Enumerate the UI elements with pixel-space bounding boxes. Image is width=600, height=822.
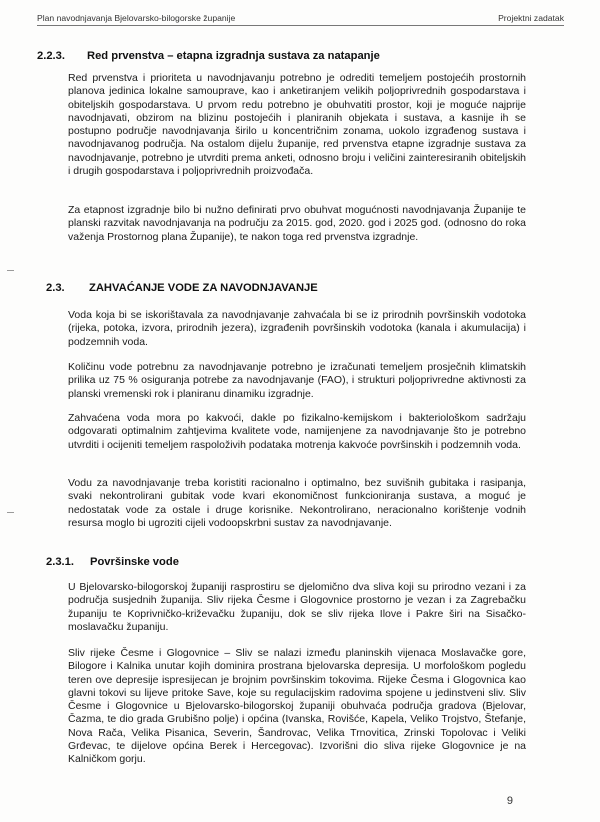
section-number: 2.3. (46, 282, 65, 294)
paragraph: Za etapnost izgradnje bilo bi nužno definirati prvo obuhvat mogućnosti navodnjavanja Županije te planski razvitak navodnjavanja na području za 2015. god, 2020. god i 2025 god. (odnosno do roka važenja Prostornog plana Županije), te nakon toga red prvenstva izgradnje. (68, 204, 526, 243)
paragraph: Vodu za navodnjavanje treba koristiti racionalno i optimalno, bez suvišnih gubitaka i rasipanja, svaki nekontrolirani gubitak vode kvari ekonomičnost funkcioniranja sustava, a moguć je nedostatak vode za ostale i druge korisnike. Nekontrolirano, neracionalno korištenje vodnih resursa moglo bi ugroziti cijeli vodoopskrbni sustav za navodnjavanje. (68, 477, 526, 529)
section-title: Površinske vode (90, 556, 179, 568)
margin-mark (7, 512, 14, 513)
paragraph: Red prvenstva i prioriteta u navodnjavanju potrebno je odrediti temeljem postojećih prostornih planova jedinica lokalne samouprave, kao i anketiranjem velikih poljoprivrednih gospodarstava i obiteljskih gospodarstava. U prvom redu potrebno je obuhvatiti prostor, koji je moguće najprije navodnjavati, obzirom na blizinu postojećih i planiranih objekata i sustava, a kasnije ih se postupno područje navodnjavanja širilo u koncentričnim zonama, uokolo izgrađenog sustava i navodnjavanog područja. Na ostalom dijelu županije, red prvenstva etapne izgradnje sustava za navodnjavanje, potrebno je utvrditi prema anketi, odnosno broju i veličini zainteresiranih obiteljskih i drugih gospodarstava i poljoprivrednih proizvođača. (68, 72, 526, 178)
page-number: 9 (506, 795, 513, 807)
paragraph: Zahvaćena voda mora po kakvoći, dakle po fizikalno-kemijskom i bakteriološkom sadržaju odgovarati optimalnim zahtjevima kvalitete vode, namijenjene za navodnjavanje što je potrebno utvrditi i ocijeniti temeljem raspoloživih podataka motrenja kakvoće površinskih i podzemnih voda. (68, 412, 526, 451)
margin-mark (7, 270, 14, 271)
section-heading-2-2-3 (37, 50, 380, 62)
running-header (37, 13, 564, 26)
paragraph: U Bjelovarsko-bilogorskoj županiji rasprostiru se djelomično dva sliva koji su prirodno vezani i za područja susjednih županija. Sliv rijeka Česme i Glogovnice prostorno je vezan i za Zagrebačku županiju te Koprivničko-križevačku županiju, dok se sliv rijeka Ilove i Pakre širi na Sisačko-moslavačku županiju. (68, 581, 526, 633)
section-heading-2-3 (46, 282, 318, 294)
section-title: Red prvenstva – etapna izgradnja sustava za natapanje (87, 50, 380, 62)
section-number: 2.2.3. (37, 50, 65, 62)
section-heading-2-3-1 (46, 556, 179, 568)
header-section-label: Projektni zadatak (498, 13, 564, 23)
paragraph: Voda koja bi se iskorištavala za navodnjavanje zahvaćala bi se iz prirodnih površinskih vodotoka (rijeka, potoka, izvora, prirodnih jezera), izgrađenih površinskih vodotoka (kanala i akumulacija) i podzemnih voda. (68, 309, 526, 348)
paragraph: Sliv rijeke Česme i Glogovnice – Sliv se nalazi između planinskih vijenaca Moslavačke gore, Bilogore i Kalnika unutar kojih dominira prostrana bjelovarska depresija. U morfološkom pogledu teren ove depresije ispresijecan je brojnim površinskim tokovima. Rijeke Česma i Glogovnica kao glavni tokovi su lijeve pritoke Save, koje su regulacijskim radovima spojene u jedinstveni sliv. Sliv Česme i Glogovnice u Bjelovarsko-bilogorskoj županiji obuhvaća područja gradova (Bjelovar, Čazma, te dio grada Grubišno polje) i općina (Ivanska, Rovišće, Kapela, Veliko Trojstvo, Štefanje, Nova Rača, Velika Pisanica, Severin, Šandrovac, Velika Trnovitica, Zrinski Topolovac i Veliki Grđevac, te dijelove općina Berek i Hercegovac). Izvorišni dio sliva rijeke Glogovnice je na Kalničkom gorju. (68, 647, 526, 766)
section-number: 2.3.1. (46, 556, 74, 568)
paragraph: Količinu vode potrebnu za navodnjavanje potrebno je izračunati temeljem prosječnih klimatskih prilika uz 75 % osiguranja potrebe za navodnjavanje (FAO), i strukturi poljoprivredne aktivnosti za planski vremenski rok i planiranu dinamiku izgradnje. (68, 361, 526, 400)
section-title: ZAHVAĆANJE VODE ZA NAVODNJAVANJE (89, 282, 318, 294)
header-document-title: Plan navodnjavanja Bjelovarsko-bilogorske županije (37, 13, 236, 23)
